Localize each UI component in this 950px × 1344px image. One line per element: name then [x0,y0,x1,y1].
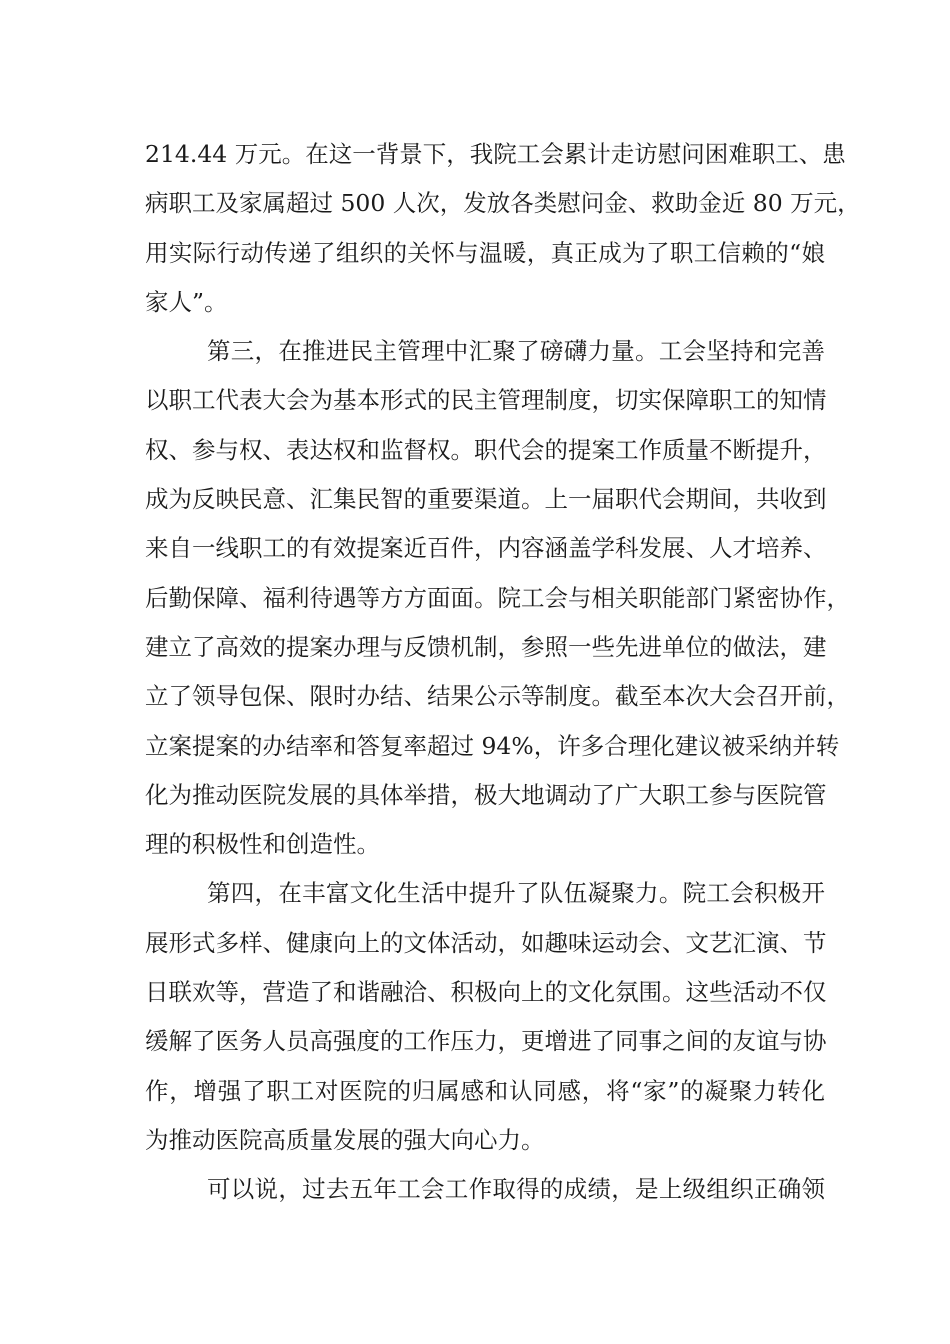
text-line: 第三，在推进民主管理中汇聚了磅礴力量。工会坚持和完善 [207,337,825,366]
text-line: 以职工代表大会为基本形式的民主管理制度，切实保障职工的知情 [145,386,827,415]
text-line: 用实际行动传递了组织的关怀与温暖，真正成为了职工信赖的“娘 [145,238,825,267]
text-line: 为推动医院高质量发展的强大向心力。 [145,1125,545,1154]
text-line: 可以说，过去五年工会工作取得的成绩，是上级组织正确领 [207,1175,825,1204]
paragraph-2 [145,327,850,869]
text-line: 缓解了医务人员高强度的工作压力，更增进了同事之间的友谊与协 [145,1027,827,1056]
text-line: 理的积极性和创造性。 [145,830,380,859]
paragraph-1 [145,130,861,327]
text-line: 立了领导包保、限时办结、结果公示等制度。截至本次大会召开前， [145,682,850,711]
text-line: 214.44 万元。在这一背景下，我院工会累计走访慰问困难职工、患 [145,140,846,168]
text-line: 权、参与权、表达权和监督权。职代会的提案工作质量不断提升， [145,435,827,464]
text-line: 后勤保障、福利待遇等方方面面。院工会与相关职能部门紧密协作， [145,583,850,612]
paragraph-3 [145,869,825,1165]
paragraph-4 [145,1165,825,1214]
text-line: 作，增强了职工对医院的归属感和认同感，将“家”的凝聚力转化 [145,1076,825,1105]
text-line: 建立了高效的提案办理与反馈机制，参照一些先进单位的做法，建 [145,632,827,661]
text-line: 展形式多样、健康向上的文体活动，如趣味运动会、文艺汇演、节 [145,928,827,957]
document-body [145,130,861,1215]
text-line: 病职工及家属超过 500 人次，发放各类慰问金、救助金近 80 万元， [145,189,861,218]
text-line: 来自一线职工的有效提案近百件，内容涵盖学科发展、人才培养、 [145,534,827,563]
text-line: 立案提案的办结率和答复率超过 94%，许多合理化建议被采纳并转 [145,731,840,760]
text-line: 化为推动医院发展的具体举措，极大地调动了广大职工参与医院管 [145,780,827,809]
text-line: 日联欢等，营造了和谐融洽、积极向上的文化氛围。这些活动不仅 [145,978,827,1007]
text-line: 家人”。 [145,287,228,316]
text-line: 第四，在丰富文化生活中提升了队伍凝聚力。院工会积极开 [207,879,825,908]
text-line: 成为反映民意、汇集民智的重要渠道。上一届职代会期间，共收到 [145,485,827,514]
